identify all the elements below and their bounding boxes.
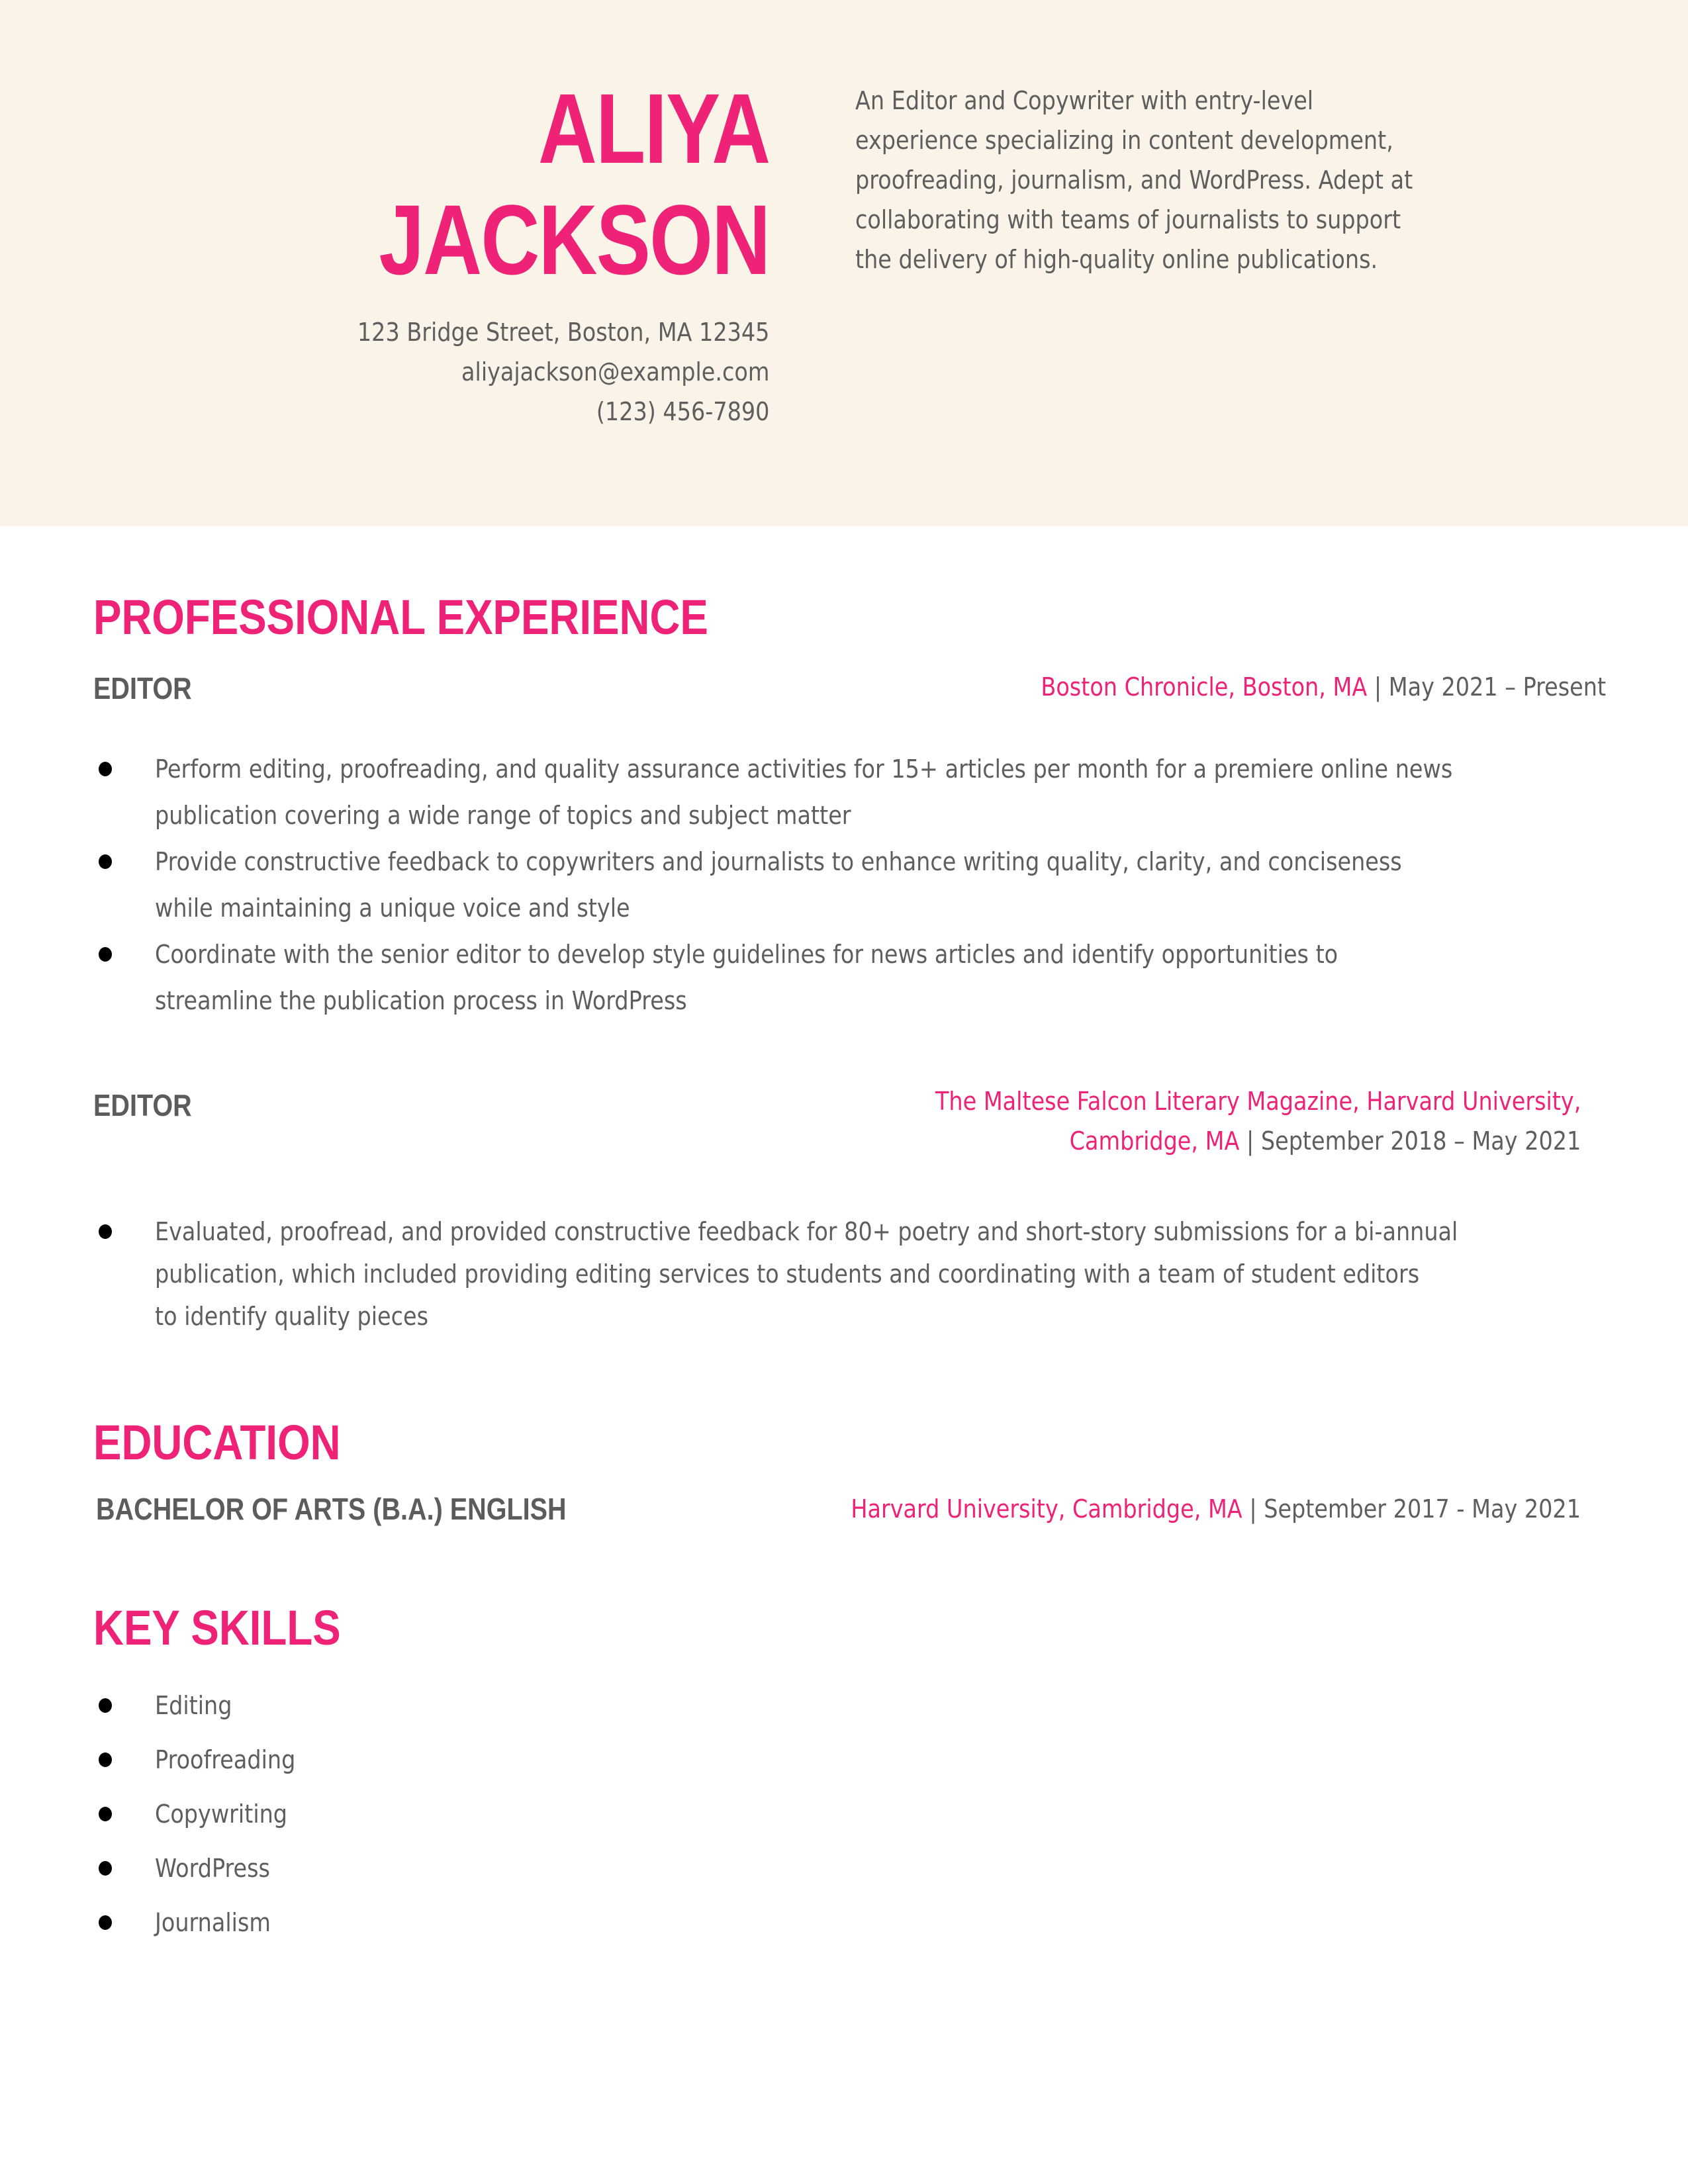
list-item [93, 931, 1630, 1024]
summary-line: experience specializing in content development, [855, 126, 1393, 155]
bullet-icon [99, 1861, 112, 1876]
job-dates: May 2021 – Present [1388, 672, 1606, 702]
job-bullets [93, 746, 1630, 1024]
skill-text: Journalism [155, 1908, 271, 1937]
bullet-icon [99, 762, 112, 776]
skill-item [93, 1733, 314, 1787]
skill-text: Editing [155, 1691, 232, 1720]
bullet-text: Perform editing, proofreading, and quality assurance activities for 15+ articles per month for a premiere online news [155, 754, 1453, 784]
section-title-skills: KEY SKILLS [93, 1600, 341, 1655]
meta-separator: | [1239, 1126, 1261, 1156]
professional-summary [855, 81, 1517, 279]
bullet-icon [99, 1807, 112, 1821]
summary-line: proofreading, journalism, and WordPress. Adept at [855, 165, 1413, 195]
job-organization: The Maltese Falcon Literary Magazine, Harvard University, [935, 1087, 1581, 1116]
degree: BACHELOR OF ARTS (B.A.) ENGLISH [96, 1492, 567, 1526]
skill-text: Copywriting [155, 1799, 288, 1829]
job-location: Cambridge, MA [1069, 1126, 1240, 1156]
job-title: EDITOR [93, 1088, 192, 1122]
candidate-name [293, 73, 769, 295]
phone: (123) 456-7890 [596, 397, 769, 426]
skill-item [93, 1787, 314, 1841]
job-dates: September 2018 – May 2021 [1260, 1126, 1581, 1156]
job-meta [964, 667, 1606, 707]
skill-text: Proofreading [155, 1745, 296, 1774]
bullet-icon [99, 1224, 112, 1239]
bullet-text: to identify quality pieces [155, 1302, 428, 1331]
skill-text: WordPress [155, 1854, 270, 1883]
education-meta [751, 1489, 1581, 1529]
summary-line: An Editor and Copywriter with entry-level [855, 86, 1314, 115]
skill-item [93, 1895, 314, 1950]
first-name: ALIYA [538, 73, 769, 184]
list-item [93, 839, 1630, 931]
last-name: JACKSON [379, 184, 769, 295]
skill-item [93, 1678, 314, 1733]
job-meta-line [935, 1121, 1581, 1161]
bullet-text: Coordinate with the senior editor to develop style guidelines for news articles and identify opportunities to [155, 940, 1338, 969]
summary-line: collaborating with teams of journalists to support [855, 205, 1401, 234]
list-item [93, 746, 1630, 839]
meta-separator: | [1242, 1494, 1264, 1524]
meta-separator: | [1367, 672, 1389, 702]
education-meta-line [851, 1489, 1581, 1529]
contact-info [301, 312, 769, 432]
bullet-text: while maintaining a unique voice and style [155, 893, 630, 923]
bullet-icon [99, 1915, 112, 1930]
job-organization: Boston Chronicle, Boston, MA [1041, 672, 1368, 702]
job-title: EDITOR [93, 671, 192, 705]
bullet-icon [99, 1752, 112, 1767]
list-item [93, 1210, 1636, 1338]
institution: Harvard University, Cambridge, MA [851, 1494, 1243, 1524]
section-title-education: EDUCATION [93, 1415, 341, 1470]
email[interactable]: aliyajackson@example.com [461, 357, 769, 387]
bullet-icon [99, 947, 112, 962]
bullet-icon [99, 854, 112, 869]
bullet-text: publication covering a wide range of topics and subject matter [155, 801, 851, 830]
bullet-text: streamline the publication process in WordPress [155, 986, 687, 1015]
skills-list [93, 1678, 314, 1950]
job-meta [847, 1081, 1581, 1161]
skill-item [93, 1841, 314, 1895]
bullet-icon [99, 1698, 112, 1713]
education-dates: September 2017 - May 2021 [1264, 1494, 1581, 1524]
address: 123 Bridge Street, Boston, MA 12345 [357, 318, 769, 347]
job-meta-line [1041, 667, 1606, 707]
bullet-text: Provide constructive feedback to copywriters and journalists to enhance writing quality, clarity, and conciseness [155, 847, 1402, 876]
bullet-text: publication, which included providing editing services to students and coordinating with a team of student editors [155, 1259, 1420, 1289]
bullet-text: Evaluated, proofread, and provided constructive feedback for 80+ poetry and short-story submissions for a bi-annual [155, 1217, 1458, 1246]
job-bullets [93, 1210, 1636, 1338]
summary-line: the delivery of high-quality online publications. [855, 245, 1378, 274]
section-title-experience: PROFESSIONAL EXPERIENCE [93, 590, 708, 645]
